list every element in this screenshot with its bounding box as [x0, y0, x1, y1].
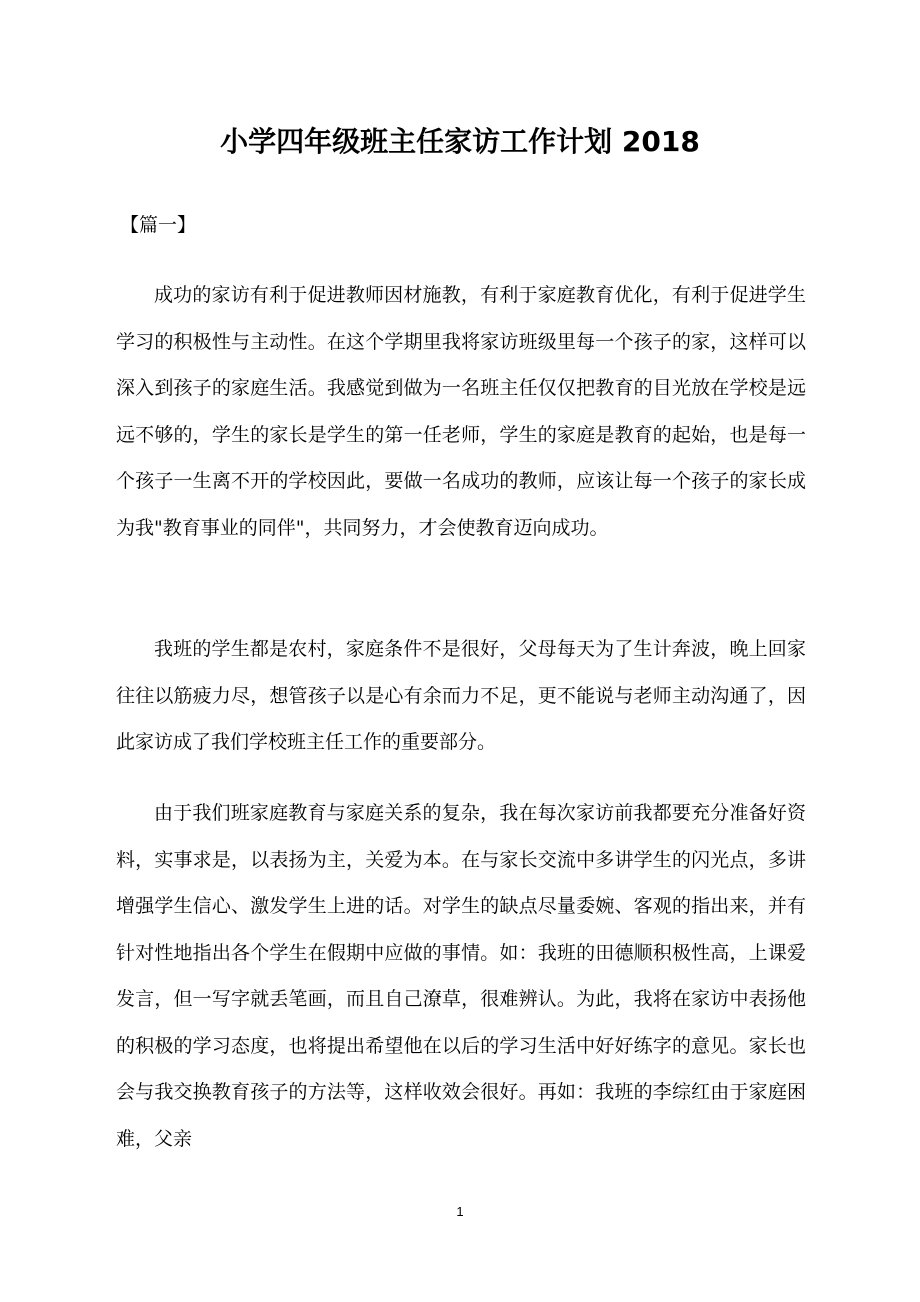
page-number: 1 [456, 1204, 464, 1219]
paragraph-1: 成功的家访有利于促进教师因材施教，有利于家庭教育优化，有利于促进学生学习的积极性与主动性。在这个学期里我将家访班级里每一个孩子的家，这样可以深入到孩子的家庭生活。我感觉到做为一名班主任仅仅把教育的目光放在学校是远远不够的，学生的家长是学生的第一任老师，学生的家庭是教育的起始，也是每一个孩子一生离不开的学校因此，要做一名成功的教师，应该让每一个孩子的家长成为我"教育事业的同伴"，共同努力，才会使教育迈向成功。 [116, 284, 806, 539]
document-title: 小学四年级班主任家访工作计划 2018 [220, 125, 700, 158]
paragraph-2: 我班的学生都是农村，家庭条件不是很好，父母每天为了生计奔波，晚上回家往往以筋疲力尽，想管孩子以是心有余而力不足，更不能说与老师主动沟通了，因此家访成了我们学校班主任工作的重要部分。 [116, 638, 806, 753]
section-label: 【篇一】 [120, 214, 197, 236]
paragraph-3: 由于我们班家庭教育与家庭关系的复杂，我在每次家访前我都要充分准备好资料，实事求是，以表扬为主，关爱为本。在与家长交流中多讲学生的闪光点，多讲增强学生信心、激发学生上进的话。对学生的缺点尽量委婉、客观的指出来，并有针对性地指出各个学生在假期中应做的事情。如：我班的田德顺积极性高，上课爱发言，但一写字就丢笔画，而且自己潦草，很难辨认。为此，我将在家访中表扬他的积极的学习态度，也将提出希望他在以后的学习生活中好好练字的意见。家长也会与我交换教育孩子的方法等，这样收效会很好。再如：我班的李综红由于家庭困难，父亲 [116, 802, 806, 1150]
